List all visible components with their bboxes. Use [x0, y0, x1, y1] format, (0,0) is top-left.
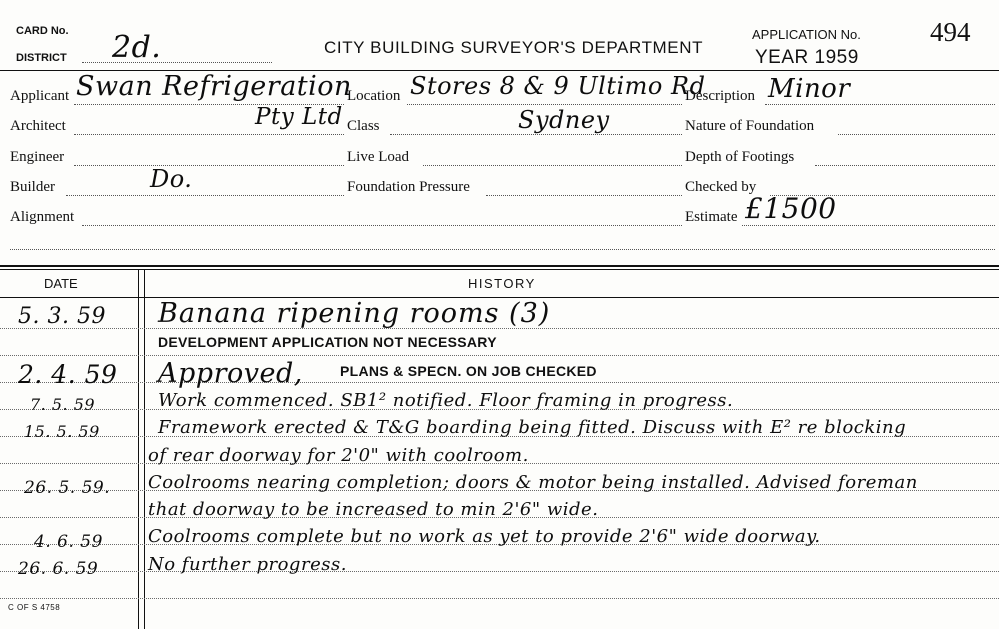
history-stamp: DEVELOPMENT APPLICATION NOT NECESSARY: [158, 334, 497, 350]
form-code: C OF S 4758: [8, 603, 61, 612]
alignment-line: [82, 225, 682, 226]
date-column-divider: [138, 270, 139, 629]
estimate-label: Estimate: [685, 209, 738, 225]
location-value: Stores 8 & 9 Ultimo Rd: [410, 72, 706, 100]
history-date: 7. 5. 59: [30, 395, 96, 414]
history-entry: Work commenced. SB1² notified. Floor framing in progress.: [158, 390, 734, 411]
history-entry: Banana ripening rooms (3): [158, 298, 551, 329]
applicant-value: Swan Refrigeration: [76, 71, 352, 102]
depth-line: [815, 165, 995, 166]
estimate-value: £1500: [745, 192, 837, 225]
location-label: Location: [347, 88, 401, 104]
live-load-line: [423, 165, 682, 166]
ruled-line: [0, 598, 999, 599]
history-entry: Coolrooms nearing completion; doors & motor being installed. Advised foreman: [148, 472, 918, 493]
live-load-label: Live Load: [347, 149, 410, 165]
alignment-label: Alignment: [10, 209, 75, 225]
application-no-label: APPLICATION No.: [752, 27, 861, 42]
engineer-label: Engineer: [10, 149, 65, 165]
history-stamp: PLANS & SPECN. ON JOB CHECKED: [340, 363, 597, 379]
builder-label: Builder: [10, 179, 55, 195]
district-value: 2d.: [112, 30, 162, 65]
architect-line: [74, 134, 344, 135]
history-entry: Framework erected & T&G boarding being fitted. Discuss with E² re blocking: [158, 417, 907, 438]
blank-field-line: [10, 249, 995, 250]
nature-of-foundation-label: Nature of Foundation: [685, 118, 815, 134]
engineer-line: [74, 165, 344, 166]
class-line: [390, 134, 682, 135]
history-column-header: HISTORY: [468, 276, 536, 291]
application-number: 494: [930, 17, 971, 47]
year-label: YEAR 1959: [755, 47, 859, 68]
architect-label: Architect: [10, 118, 66, 134]
foundation-pressure-line: [486, 195, 682, 196]
date-column-divider-inner: [144, 270, 145, 629]
district-label: DISTRICT: [16, 52, 67, 64]
builder-value: Do.: [150, 165, 193, 193]
location-value-continued: Sydney: [518, 106, 610, 134]
depth-of-footings-label: Depth of Footings: [685, 149, 795, 165]
history-entry: that doorway to be increased to min 2'6" wide.: [148, 499, 599, 520]
history-date: 2. 4. 59: [18, 360, 118, 389]
class-label: Class: [347, 118, 380, 134]
builder-line: [66, 195, 344, 196]
foundation-pressure-label: Foundation Pressure: [347, 179, 470, 195]
department-title: CITY BUILDING SURVEYOR'S DEPARTMENT: [324, 38, 704, 57]
nature-line: [838, 134, 995, 135]
checked-by-label: Checked by: [685, 179, 757, 195]
history-date: 26. 6. 59: [18, 559, 99, 579]
ruled-line: [0, 382, 999, 383]
history-entry: Coolrooms complete but no work as yet to provide 2'6" wide doorway.: [148, 526, 821, 547]
history-date: 5. 3. 59: [18, 304, 106, 329]
history-entry: Approved,: [158, 358, 303, 389]
location-line: [407, 104, 682, 105]
district-dotted-line: [82, 62, 272, 63]
history-entry: No further progress.: [148, 554, 347, 575]
ruled-line: [0, 355, 999, 356]
description-value: Minor: [768, 74, 851, 104]
history-date: 15. 5. 59: [24, 422, 100, 441]
date-column-header: DATE: [44, 276, 78, 291]
description-label: Description: [685, 88, 755, 104]
applicant-value-continued: Pty Ltd: [255, 104, 343, 130]
applicant-label: Applicant: [10, 88, 70, 104]
history-date: 26. 5. 59.: [24, 478, 111, 498]
history-top-rule-inner: [0, 269, 999, 270]
estimate-line: [742, 225, 995, 226]
card-no-label: CARD No.: [16, 25, 69, 37]
description-line: [765, 104, 995, 105]
history-top-rule: [0, 265, 999, 267]
history-date: 4. 6. 59: [34, 532, 103, 552]
history-entry: of rear doorway for 2'0" with coolroom.: [148, 445, 529, 466]
